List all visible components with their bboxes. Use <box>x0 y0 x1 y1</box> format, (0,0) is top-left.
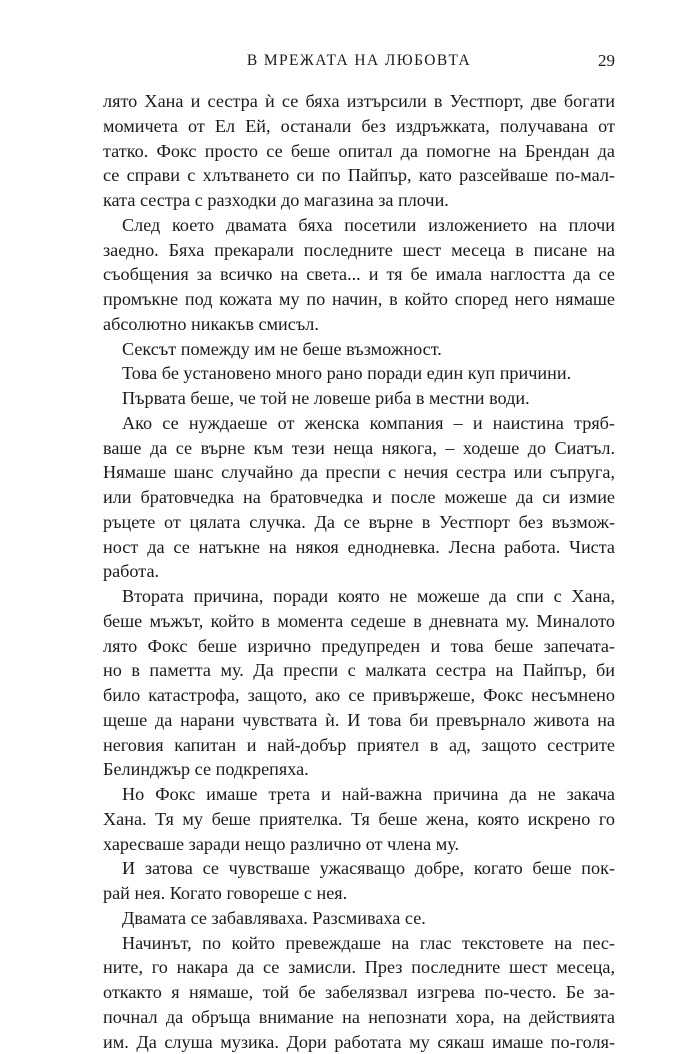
text-line: момичета от Ел Ей, останали без издръжката, получавана от <box>103 114 615 139</box>
text-line: абсолютно никакъв смисъл. <box>103 312 615 337</box>
text-line: ръцете от цялата случка. Да се върне в Уестпорт без възмож- <box>103 510 615 535</box>
text-line: Това бе установено много рано поради един куп причини. <box>103 361 615 386</box>
text-line: заедно. Бяха прекарали последните шест месеца в писане на <box>103 238 615 263</box>
text-line: Втората причина, поради която не можеше да спи с Хана, <box>103 584 615 609</box>
text-line: или братовчедка на братовчедка и после можеше да си измие <box>103 485 615 510</box>
text-line: беше мъжът, който в момента седеше в дневната му. Миналото <box>103 609 615 634</box>
running-title: В МРЕЖАТА НА ЛЮБОВТА <box>103 52 615 70</box>
text-line: щеше да нарани чувствата ѝ. И това би превърнало живота на <box>103 708 615 733</box>
text-line: неговия капитан и най-добър приятел в ад, защото сестрите <box>103 733 615 758</box>
text-line: ката сестра с разходки до магазина за плочи. <box>103 188 615 213</box>
text-line: ваше да се върне към тези неща някога, – ходеше до Сиатъл. <box>103 436 615 461</box>
text-line: Първата беше, че той не ловеше риба в местни води. <box>103 386 615 411</box>
text-line: съобщения за всичко на света... и тя бе имала наглостта да се <box>103 262 615 287</box>
text-line: лято Фокс беше изрично предупреден и това беше запечата- <box>103 634 615 659</box>
text-line: лято Хана и сестра ѝ се бяха изтърсили в Уестпорт, две богати <box>103 89 615 114</box>
text-line: било катастрофа, защото, ако се привържеше, Фокс несъмнено <box>103 683 615 708</box>
text-line: рай нея. Когато говореше с нея. <box>103 881 615 906</box>
text-line: татко. Фокс просто се беше опитал да помогне на Брендан да <box>103 139 615 164</box>
text-line: ните, го накара да се замисли. През последните шест месеца, <box>103 955 615 980</box>
text-line: Начинът, по който превеждаше на глас текстовете на пес- <box>103 931 615 956</box>
text-line: промъкне под кожата му по начин, в който според него нямаше <box>103 287 615 312</box>
text-line: Хана. Тя му беше приятелка. Тя беше жена, която искрено го <box>103 807 615 832</box>
text-line: харесваше заради нещо различно от члена му. <box>103 832 615 857</box>
text-line: почнал да обръща внимание на непознати хора, на действията <box>103 1005 615 1030</box>
text-line: Белинджър се подкрепяха. <box>103 757 615 782</box>
text-line: работа. <box>103 559 615 584</box>
text-line: След което двамата бяха посетили изложението на плочи <box>103 213 615 238</box>
text-line: се справи с хлътването си по Пайпър, като разсейваше по-мал- <box>103 163 615 188</box>
text-line: откакто я нямаше, той бе забелязвал изгрева по-често. Бе за- <box>103 980 615 1005</box>
page-number: 29 <box>598 51 615 71</box>
text-line: Ако се нуждаеше от женска компания – и наистина тряб- <box>103 411 615 436</box>
text-line: им. Да слуша музика. Дори работата му сякаш имаше по-голя- <box>103 1030 615 1054</box>
text-line: Сексът помежду им не беше възможност. <box>103 337 615 362</box>
text-line: Двамата се забавляваха. Разсмиваха се. <box>103 906 615 931</box>
text-line: Нямаше шанс случайно да преспи с нечия сестра или съпруга, <box>103 460 615 485</box>
running-header <box>103 52 615 76</box>
text-line: но в паметта му. Да преспи с малката сестра на Пайпър, би <box>103 658 615 683</box>
text-line: И затова се чувстваше ужасяващо добре, когато беше пок- <box>103 856 615 881</box>
text-line: ност да се натъкне на някоя еднодневка. Лесна работа. Чиста <box>103 535 615 560</box>
text-line: Но Фокс имаше трета и най-важна причина да не закача <box>103 782 615 807</box>
body-text <box>103 89 615 1054</box>
